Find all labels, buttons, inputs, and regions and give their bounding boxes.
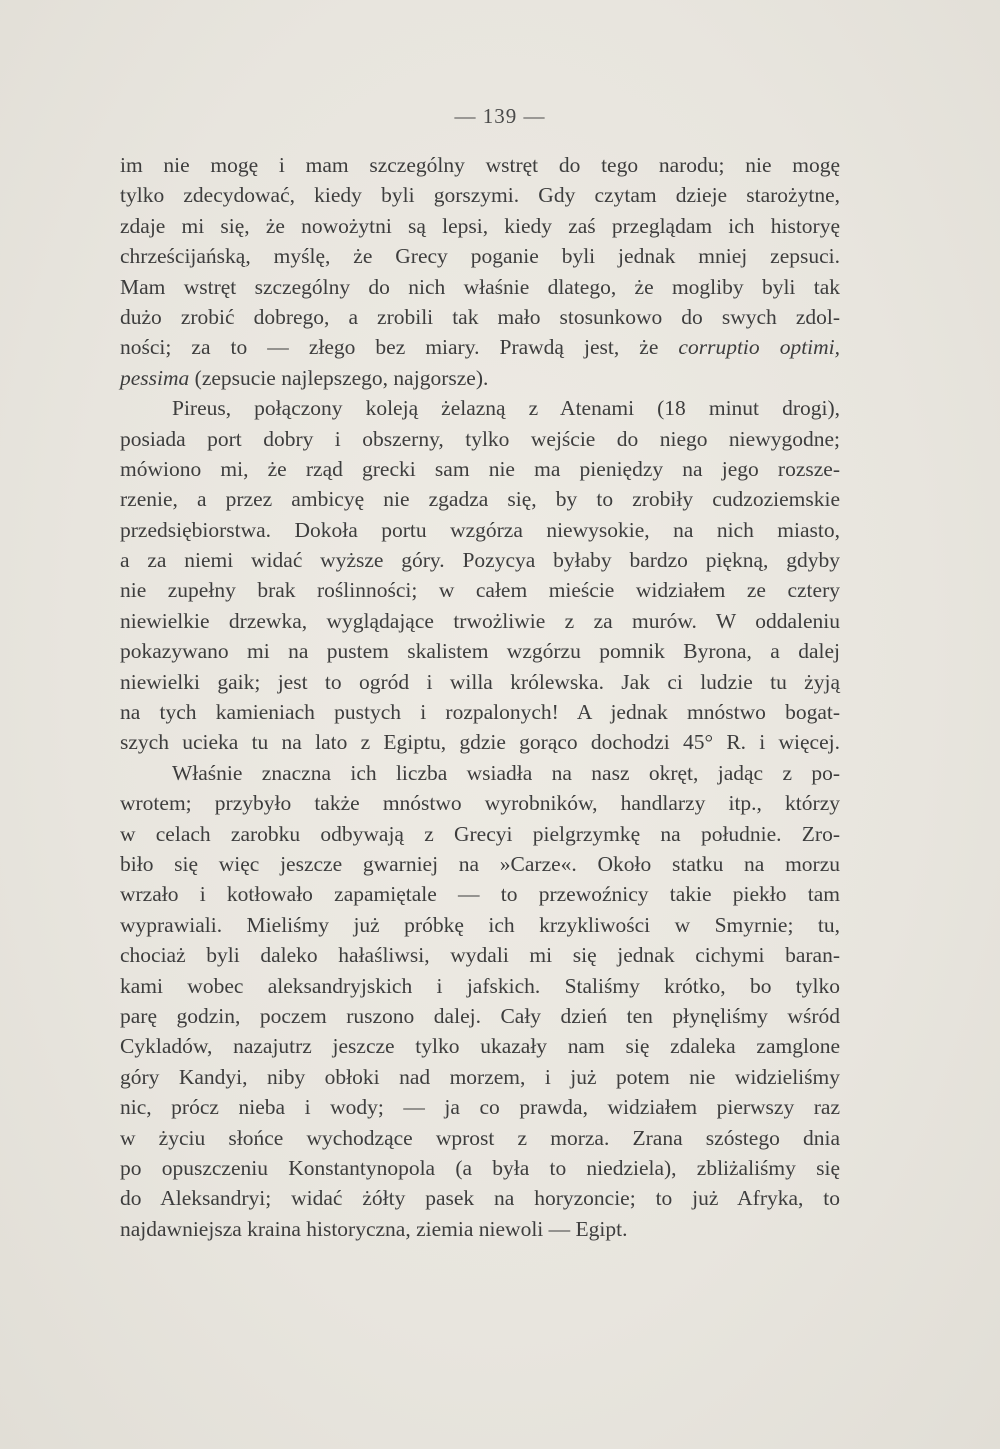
- text-line: mówiono mi, że rząd grecki sam nie ma pieniędzy na jego rozsze-: [120, 456, 840, 481]
- text-line: w celach zarobku odbywają z Grecyi pielgrzymkę na południe. Zro-: [120, 821, 840, 846]
- text-line: Pireus, połączony koleją żelazną z Atenami (18 minut drogi),: [172, 396, 840, 421]
- text-line: chociaż byli daleko hałaśliwsi, wydali mi się jednak cichymi baran-: [120, 943, 840, 968]
- text-line: Mam wstręt szczególny do nich właśnie dlatego, że mogliby byli tak: [120, 274, 840, 299]
- text-line: kami wobec aleksandryjskich i jafskich. Staliśmy krótko, bo tylko: [120, 973, 840, 998]
- text-line: parę godzin, poczem ruszono dalej. Cały dzień ten płynęliśmy wśród: [120, 1003, 840, 1028]
- text-line: do Aleksandryi; widać żółty pasek na horyzoncie; to już Afryka, to: [120, 1186, 840, 1211]
- text-line: niewielki gaik; jest to ogród i willa królewska. Jak ci ludzie tu żyją: [120, 669, 840, 694]
- paragraph-3: [120, 758, 840, 1244]
- text-line: nic, prócz nieba i wody; — ja co prawda, widziałem pierwszy raz: [120, 1095, 840, 1120]
- page-number: — 139 —: [454, 104, 546, 128]
- text-line: dużo zrobić dobrego, a zrobili tak mało stosunkowo do swych zdol-: [120, 304, 840, 329]
- text-line: na tych kamieniach pustych i rozpalonych! A jednak mnóstwo bogat-: [120, 700, 840, 725]
- text-line: Cykladów, nazajutrz jeszcze tylko ukazały nam się zdaleka zamglone: [120, 1034, 840, 1059]
- latin-phrase: corruptio optimi,: [678, 335, 841, 360]
- text-line: posiada port dobry i obszerny, tylko wejście do niego niewygodne;: [120, 426, 840, 451]
- text-line: szych ucieka tu na lato z Egiptu, gdzie gorąco dochodzi 45° R. i więcej.: [120, 730, 840, 755]
- text-line: wrzało i kotłowało zapamiętale — to przewoźnicy takie piekło tam: [120, 882, 840, 907]
- text-line: biło się więc jeszcze gwarniej na »Carze«. Około statku na morzu: [120, 851, 840, 876]
- text-line: a za niemi widać wyższe góry. Pozycya byłaby bardzo piękną, gdyby: [120, 548, 840, 573]
- text-line: Właśnie znaczna ich liczba wsiadła na nasz okręt, jadąc z po-: [172, 760, 840, 785]
- text-line: przedsiębiorstwa. Dokoła portu wzgórza niewysokie, na nich miasto,: [120, 517, 840, 542]
- latin-phrase: pessima: [120, 365, 190, 390]
- body-text: [120, 150, 840, 1244]
- text-line: pokazywano mi na pustem skalistem wzgórzu pomnik Byrona, a dalej: [120, 639, 840, 664]
- text-line: im nie mogę i mam szczególny wstręt do tego narodu; nie mogę: [120, 153, 840, 177]
- paragraph-2: [120, 393, 840, 758]
- text-line: góry Kandyi, niby obłoki nad morzem, i już potem nie widzieliśmy: [120, 1064, 840, 1089]
- text-line: w życiu słońce wychodzące wprost z morza. Zrana szóstego dnia: [120, 1125, 840, 1150]
- text-line: po opuszczeniu Konstantynopola (a była to niedziela), zbliżaliśmy się: [120, 1155, 840, 1180]
- text-line: rzenie, a przez ambicyę nie zgadza się, by to zrobiły cudzoziemskie: [120, 487, 840, 512]
- text-line: chrześcijańską, myślę, że Grecy poganie byli jednak mniej zepsuci.: [120, 244, 840, 269]
- text-line: najdawniejsza kraina historyczna, ziemia niewoli — Egipt.: [120, 1216, 628, 1241]
- text-line: niewielkie drzewka, wyglądające trwożliwie z za murów. W oddaleniu: [120, 608, 840, 633]
- text-line: wyprawiali. Mieliśmy już próbkę ich krzykliwości w Smyrnie; tu,: [120, 912, 840, 937]
- text-line: tylko zdecydować, kiedy byli gorszymi. Gdy czytam dzieje starożytne,: [120, 183, 840, 208]
- text-line: wrotem; przybyło także mnóstwo wyrobników, handlarzy itp., którzy: [120, 791, 840, 816]
- text-line: ności; za to — złego bez miary. Prawdą jest, że corruptio optimi,: [120, 335, 841, 360]
- paragraph-1: [120, 150, 840, 393]
- text-line: zdaje mi się, że nowożytni są lepsi, kiedy zaś przeglądam ich historyę: [120, 213, 840, 238]
- text-line: pessima (zepsucie najlepszego, najgorsze).: [120, 365, 489, 390]
- text-line: nie zupełny brak roślinności; w całem mieście widziałem ze cztery: [120, 578, 840, 603]
